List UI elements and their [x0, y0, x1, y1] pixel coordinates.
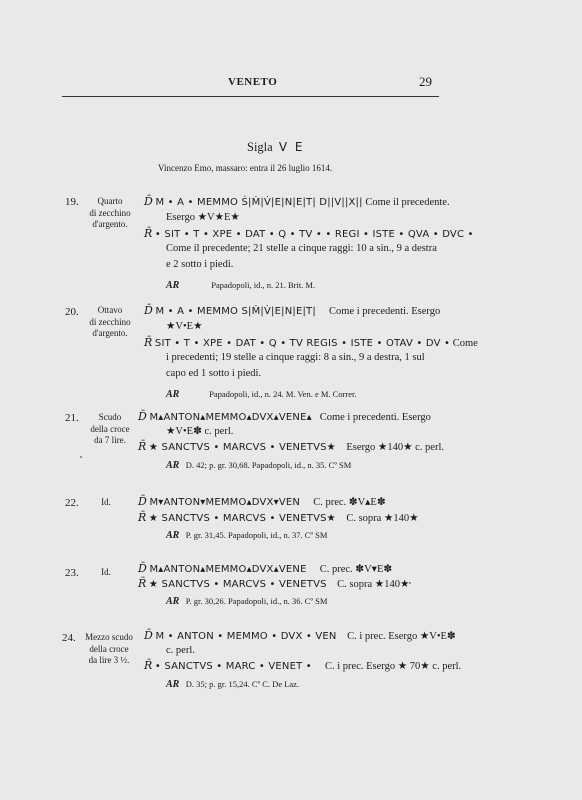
line-text: c. perl.	[166, 645, 195, 656]
reference-text: P. gr. 30,26. Papadopoli, id., n. 36. Cº SM	[185, 596, 328, 606]
reference-text: Papadopoli, id., n. 21. Brit. M.	[211, 280, 316, 290]
desc-line: d'argento.	[92, 328, 128, 338]
coin-legend: ★ SANCTVS • MARCVS • VENETVS★	[148, 513, 336, 524]
reference-line	[166, 389, 357, 400]
metal-abbrev: AR	[166, 679, 180, 690]
coin-legend: M • ANTON • MEMMO • DVX • VEN	[155, 631, 337, 642]
reference-text: P. gr. 31,45. Papadopoli, id., n. 37. Cº SM	[185, 530, 328, 540]
reverse-symbol: R̄	[144, 659, 153, 672]
reference-text: D. 35; p. gr. 15,24. Cº C. De Laz.	[185, 679, 300, 689]
reference-text: D. 42; p. gr. 30,68. Papadopoli, id., n. 35. Cº SM	[185, 460, 352, 470]
reference-line	[166, 530, 327, 541]
paper-speck	[80, 456, 82, 458]
line-text: Esergo ★V★E★	[166, 212, 240, 223]
entry-number: 22.	[65, 497, 79, 509]
entry-description	[78, 196, 142, 231]
entry-number: 23.	[65, 567, 79, 579]
reverse-line	[138, 511, 419, 524]
coin-legend: M▴ANTON▴MEMMO▴DVX▴VENE▴	[149, 412, 312, 423]
desc-line: della croce	[89, 643, 129, 654]
reverse-symbol: R̄	[138, 440, 147, 453]
header-rule	[62, 96, 439, 97]
desc-line: Id.	[101, 497, 111, 507]
entry-description	[78, 412, 142, 447]
entry-description	[78, 305, 142, 340]
coin-legend: M▴ANTON▴MEMMO▴DVX▴VENE	[149, 564, 307, 575]
desc-line: da lire 3 ½.	[88, 655, 130, 665]
desc-line: Id.	[101, 567, 111, 577]
obverse-line	[144, 629, 456, 642]
line-text: Esergo ★140★ c. perl.	[346, 442, 444, 453]
description-line	[166, 243, 437, 254]
entry-number: 19.	[65, 196, 79, 208]
obverse-symbol: D̄	[144, 629, 153, 642]
line-text: C. prec. ✽V▴E✽	[313, 497, 386, 508]
sigla-label: Sigla	[247, 140, 273, 154]
desc-line: d'argento.	[92, 219, 128, 229]
desc-line: di zecchino	[89, 316, 131, 327]
metal-abbrev: AR	[166, 389, 180, 400]
reverse-line	[138, 440, 444, 453]
line-text: e 2 sotto i piedi.	[166, 259, 234, 270]
reference-line	[166, 280, 315, 291]
desc-line: da 7 lire.	[94, 435, 126, 445]
desc-line: Scudo	[98, 412, 122, 422]
coin-legend: ★ SANCTVS • MARCVS • VENETVS★	[148, 442, 336, 453]
exergue-line	[166, 211, 240, 223]
desc-line: di zecchino	[89, 207, 131, 218]
entry-description	[74, 497, 138, 509]
obverse-line	[138, 562, 392, 575]
obverse-line	[144, 195, 450, 208]
line-text: Come	[452, 338, 478, 349]
coin-legend: • SIT • T • XPE • DAT • Q • TV • • REGI • ISTE • QVA • DVC •	[154, 229, 474, 240]
line-text: capo ed 1 sotto i piedi.	[166, 368, 262, 379]
entry-number: 21.	[65, 412, 79, 424]
coin-legend: M▾ANTON▾MEMMO▴DVX▾VEN	[149, 497, 301, 508]
line-text: C. i prec. Esergo ★V•E✽	[347, 631, 456, 642]
obverse-symbol: D̄	[138, 495, 147, 508]
line-text: ★V•E★	[166, 321, 203, 332]
exergue-line	[166, 425, 233, 437]
metal-abbrev: AR	[166, 280, 180, 291]
reference-line	[166, 596, 327, 607]
coin-legend: M • A • MEMMO Ś|Ṁ|V̇|E|N|E|T| D||V||X||	[155, 197, 363, 208]
obverse-line	[144, 304, 440, 317]
reverse-line	[138, 577, 409, 590]
desc-line: della croce	[90, 423, 130, 434]
coin-legend: ★ SANCTVS • MARCVS • VENETVS	[148, 579, 327, 590]
desc-line: Mezzo scudo	[85, 632, 133, 642]
line-text: ★V•E✽ c. perl.	[166, 426, 234, 437]
page-number: 29	[419, 74, 432, 89]
reverse-symbol: R̄	[144, 227, 153, 240]
obverse-symbol: D̄	[144, 195, 153, 208]
exergue-line	[166, 320, 203, 332]
reference-line	[166, 679, 299, 690]
line-text: C. sopra ★140★	[337, 579, 410, 590]
line-text: Come i precedenti. Esergo	[319, 412, 431, 423]
running-head: VENETO	[228, 76, 278, 88]
sigla-heading	[247, 140, 304, 155]
reverse-line	[144, 659, 461, 672]
line-text: C. prec. ✽V▾E✽	[319, 564, 393, 575]
sigla-mark: V E	[278, 140, 305, 154]
line-text: C. i prec. Esergo ★ 70★ c. perl.	[325, 661, 462, 672]
line-text: C. sopra ★140★	[346, 513, 419, 524]
obverse-line	[138, 410, 431, 423]
desc-line: Quarto	[97, 196, 123, 206]
entry-number: 20.	[65, 306, 79, 318]
coin-legend: SIT • T • XPE • DAT • Q • TV REGIS • ISTE • OTAV • DV •	[154, 338, 451, 349]
obverse-symbol: D̄	[138, 410, 147, 423]
reference-text: Papadopoli, id., n. 24. M. Ven. e M. Correr.	[209, 389, 357, 399]
entry-description	[74, 567, 138, 579]
metal-abbrev: AR	[166, 596, 180, 607]
entry-description	[78, 632, 140, 667]
coin-legend: M • A • MEMMO S|Ṁ|V̇|E|N|E|T|	[155, 306, 316, 317]
line-text: Come i precedenti. Esergo	[329, 306, 441, 317]
description-line	[166, 368, 261, 379]
line-text: Come il precedente.	[365, 197, 450, 208]
reference-line	[166, 460, 351, 471]
obverse-line	[138, 495, 386, 508]
line-text: Come il precedente; 21 stelle a cinque raggi: 10 a sin., 9 a destra	[166, 243, 437, 254]
desc-line: Ottavo	[97, 305, 123, 315]
line-text: i precedenti; 19 stelle a cinque raggi: 8 a sin., 9 a destra, 1 sul	[166, 352, 425, 363]
massaro-intro: Vincenzo Emo, massaro: entra il 26 luglio 1614.	[158, 163, 333, 173]
obverse-symbol: D̄	[138, 562, 147, 575]
metal-abbrev: AR	[166, 460, 180, 471]
reverse-symbol: R̄	[144, 336, 153, 349]
description-line	[166, 352, 425, 363]
description-line	[166, 645, 195, 656]
entry-number: 24.	[62, 632, 76, 644]
coin-legend: • SANCTVS • MARC • VENET •	[154, 661, 312, 672]
metal-abbrev: AR	[166, 530, 180, 541]
reverse-line	[144, 227, 474, 240]
reverse-line	[144, 336, 478, 349]
obverse-symbol: D̄	[144, 304, 153, 317]
reverse-symbol: R̄	[138, 511, 147, 524]
description-line	[166, 259, 233, 270]
paper-speck	[409, 582, 411, 584]
reverse-symbol: R̄	[138, 577, 147, 590]
